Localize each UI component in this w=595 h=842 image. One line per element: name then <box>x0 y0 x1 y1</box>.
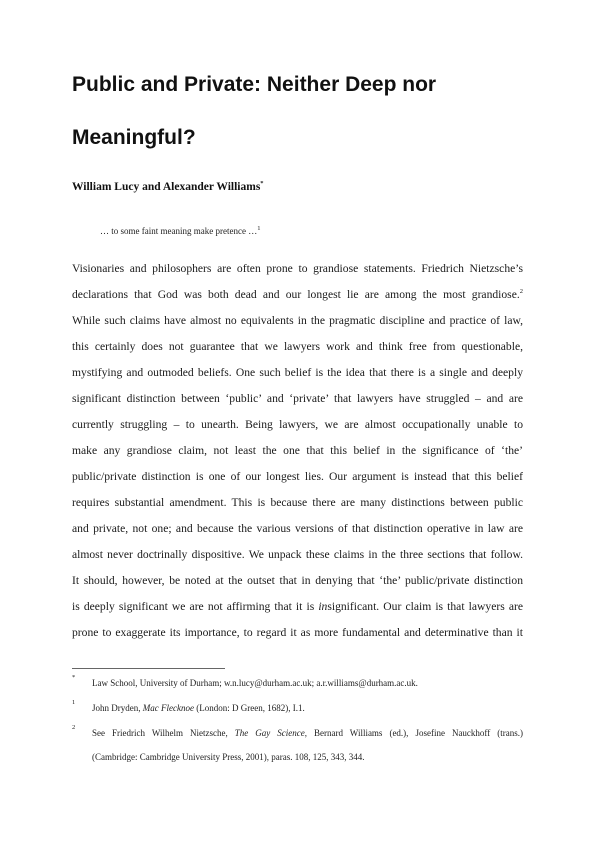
author-footnote-mark: * <box>260 180 264 188</box>
epigraph-footnote-mark: 1 <box>257 225 261 232</box>
footnote-2-continued: (Cambridge: Cambridge University Press, 2001), paras. 108, 125, 343, 344. <box>92 752 365 762</box>
footnote-text: John Dryden, <box>92 703 143 713</box>
footnote-italic: The Gay Science <box>234 728 305 738</box>
body-line: almost never doctrinally dispositive. We unpack these claims in the three sections that follow. <box>72 548 523 561</box>
emphasis: in <box>318 600 328 613</box>
footnote-mark: 1 <box>72 699 76 706</box>
body-line: mystifying and outmoded beliefs. One such belief is the idea that there is a single and deeply <box>72 366 523 379</box>
epigraph-text: … to some faint meaning make pretence … <box>100 226 258 236</box>
epigraph <box>100 226 260 236</box>
author-line <box>72 181 264 193</box>
footnote-mark: * <box>72 674 76 681</box>
body-line <box>72 288 523 302</box>
footnote-2 <box>92 727 523 739</box>
body-line: currently struggling – to unearth. Being lawyers, we are almost occupationally unable to <box>72 418 523 431</box>
paper-title-line-1: Public and Private: Neither Deep nor <box>72 73 437 96</box>
author-names: William Lucy and Alexander Williams <box>72 181 261 193</box>
body-line: prone to exaggerate its importance, to regard it as more fundamental and determinative than it <box>72 626 523 639</box>
footnote-text: , Bernard Williams (ed.), Josefine Nauckhoff (trans.) <box>304 728 524 738</box>
footnote-mark: 2 <box>72 724 76 731</box>
body-line: this certainly does not guarantee that we lawyers work and think free from questionable, <box>72 340 523 353</box>
footnote-italic: Mac Flecknoe <box>142 703 194 713</box>
body-line: public/private distinction is one of our longest lies. Our argument is instead that this belief <box>72 470 523 483</box>
body-line <box>72 600 523 614</box>
body-footnote-mark: 2 <box>519 288 523 296</box>
body-line: and private, not one; and because the various versions of that distinction operative in law are <box>72 522 523 535</box>
body-line-text: declarations that God was both dead and our longest lie are among the most grandiose. <box>72 288 520 301</box>
body-line: While such claims have almost no equivalents in the pragmatic discipline and practice of law, <box>72 314 523 327</box>
body-line: make any grandiose claim, not least the one that this belief in the significance of ‘the’ <box>72 444 523 457</box>
footnote-1 <box>92 702 523 714</box>
body-line: significant distinction between ‘public’ and ‘private’ that lawyers have struggled – and are <box>72 392 523 405</box>
footnote-text: (London: D Green, 1682), I.1. <box>193 703 305 713</box>
body-line-text: is deeply significant we are not affirming that it is <box>72 600 319 613</box>
body-line: Visionaries and philosophers are often prone to grandiose statements. Friedrich Nietzsche’s <box>72 262 523 275</box>
body-line-text: significant. Our claim is that lawyers are <box>327 600 523 613</box>
footnote-separator <box>72 668 225 669</box>
paper-title-line-2: Meaningful? <box>72 126 196 149</box>
body-line: It should, however, be noted at the outset that in denying that ‘the’ public/private distinction <box>72 574 523 587</box>
footnote-affiliation: Law School, University of Durham; w.n.lucy@durham.ac.uk; a.r.williams@durham.ac.uk. <box>92 678 418 688</box>
body-line: requires substantial amendment. This is because there are many distinctions between public <box>72 496 523 509</box>
footnote-text: See Friedrich Wilhelm Nietzsche, <box>92 728 235 738</box>
